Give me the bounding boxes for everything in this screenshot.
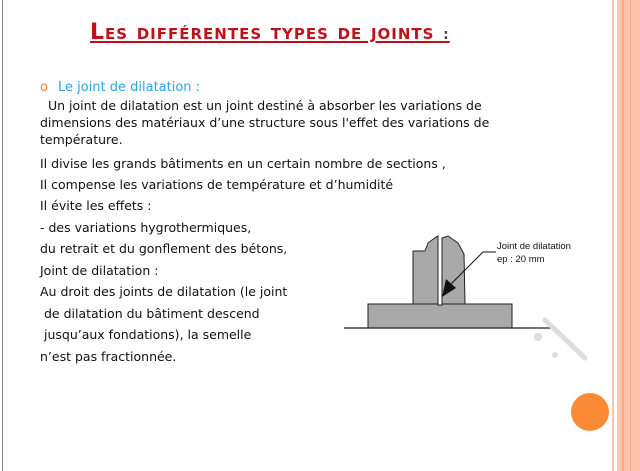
slide-border: [2, 0, 3, 471]
text-line: Joint de dilatation :: [40, 263, 159, 278]
text-line: Il divise les grands bâtiments en un certain nombre de sections ,: [40, 156, 446, 171]
text-line: - des variations hygrothermiques,: [40, 220, 252, 235]
text-line: Il évite les effets :: [40, 198, 152, 213]
decor-stripe: [630, 0, 631, 471]
text-line: du retrait et du gonflement des bétons,: [40, 241, 288, 256]
text-line: jusqu’aux fondations), la semelle: [40, 327, 252, 342]
wall-left: [413, 236, 438, 304]
slide-title: Les différentes types de joints :: [90, 20, 450, 45]
circle-bullet-icon: o: [40, 80, 48, 95]
diagram-label: Joint de dilatation ep : 20 mm: [497, 241, 571, 265]
text-line: Il compense les variations de température et d’humidité: [40, 177, 394, 192]
decor-stripe: [622, 0, 624, 471]
orange-circle-decor: [571, 393, 609, 431]
text-line: de dilatation du bâtiment descend: [40, 306, 260, 321]
text-line: n’est pas fractionnée.: [40, 349, 177, 364]
paragraph: Un joint de dilatation est un joint destiné à absorber les variations de dimensions des matériaux d’une structure sous l'effet des variations de température.: [40, 98, 490, 147]
text-line: Au droit des joints de dilatation (le joint: [40, 284, 288, 299]
foundation: [368, 304, 512, 328]
expansion-joint-diagram: [340, 225, 620, 365]
bullet-heading: o Le joint de dilatation :: [40, 80, 201, 95]
decor-stripe: [617, 0, 640, 471]
